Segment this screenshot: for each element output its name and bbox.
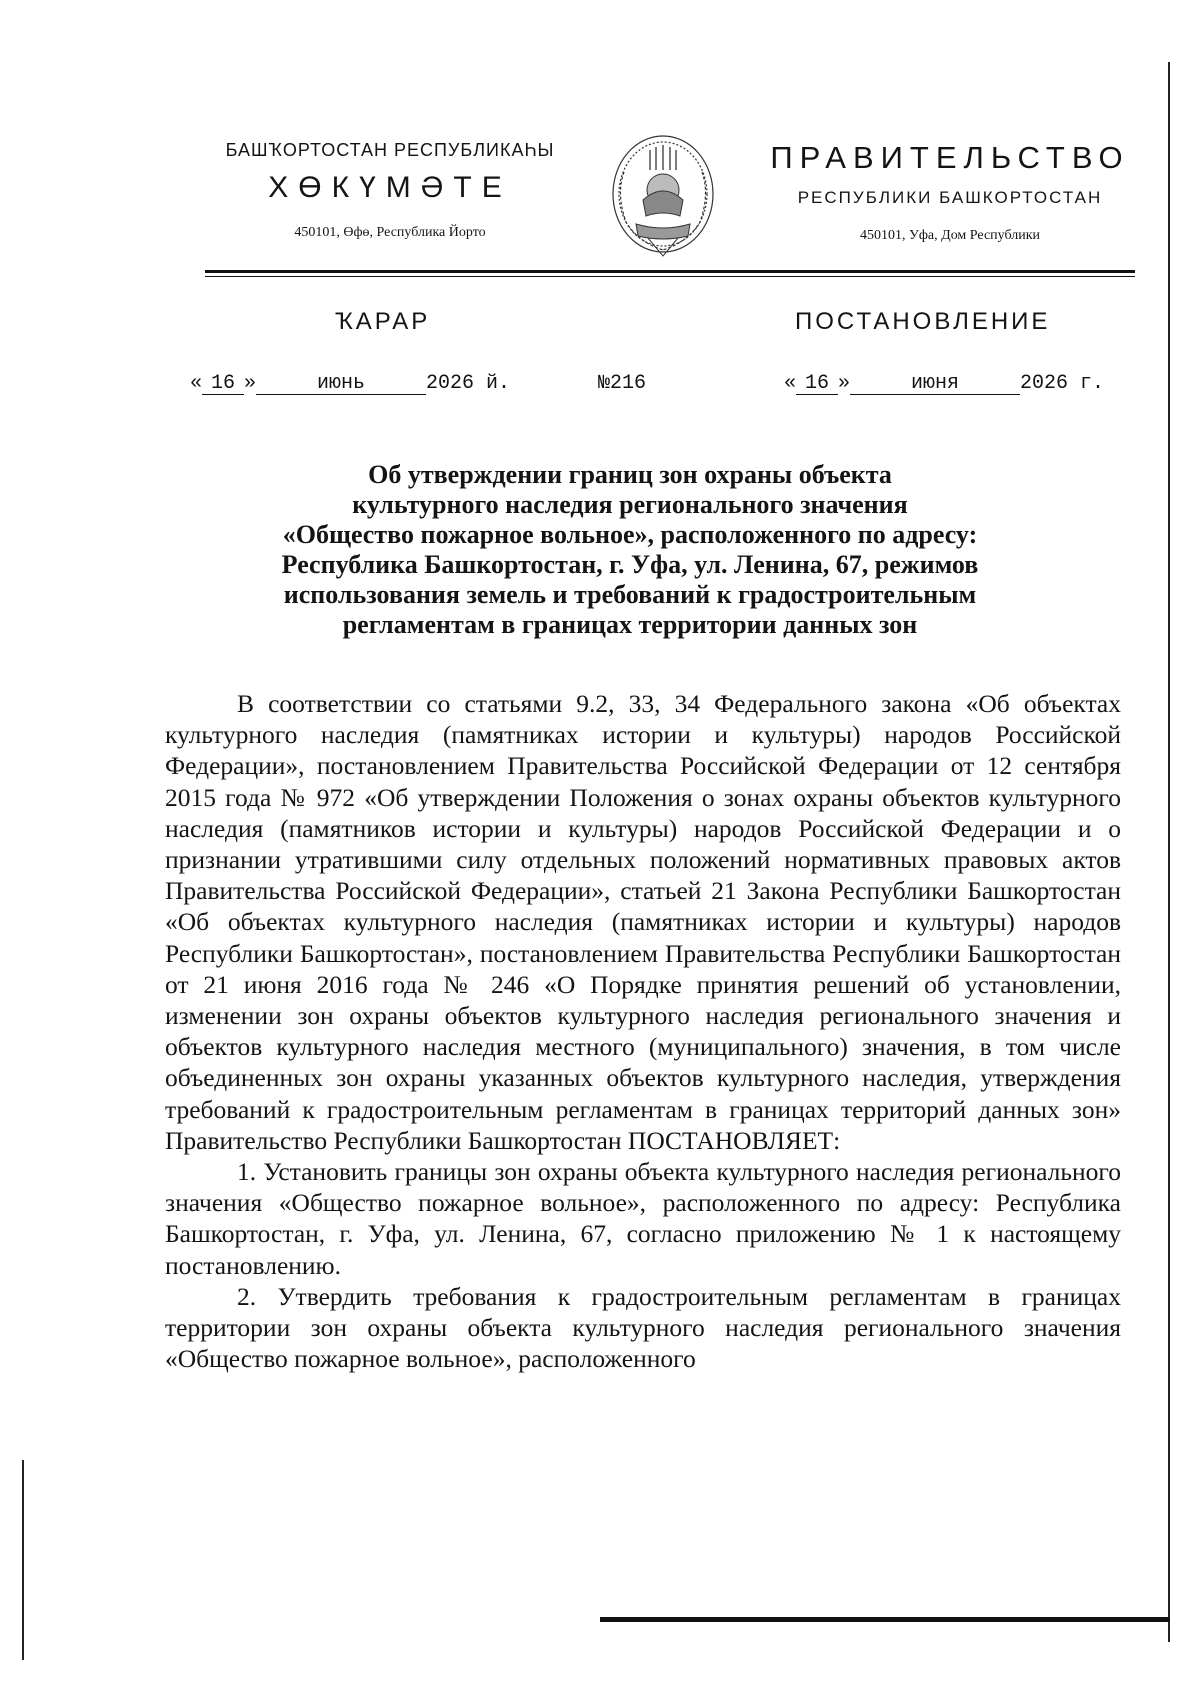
body-paragraph-preamble: В соответствии со статьями 9.2, 33, 34 Федерального закона «Об объектах культурного наследия (памятниках истории и культуры) народов Российской Федерации», постановлением Правительства Российской Федерации от 12 сентября 2015 года № 972 «Об утверждении Положения о зонах охраны объектов культурного наследия (памятников истории и культуры) народов Российской Федерации и о признании утратившими силу отдельных положений нормативных правовых актов Правительства Российской Федерации», статьей 21 Закона Республики Башкортостан «Об объектах культурного наследия (памятниках истории и культуры) народов Республики Башкортостан», постановлением Правительства Республики Башкортостан от 21 июня 2016 года № 246 «О Порядке принятия решений об установлении, изменении зон охраны объектов культурного наследия регионального значения и объектов культурного наследия местного (муниципального) значения, в том числе объединенных зон охраны указанных объектов культурного наследия, утверждения требований к градостроительным регламентам в границах территорий данных зон» Правительство Республики Башкортостан ПОСТАНОВЛЯЕТ: (165, 689, 1121, 1155)
document-title (200, 460, 1060, 640)
document-body (165, 688, 1121, 1374)
title-line: Республика Башкортостан, г. Уфа, ул. Ленина, 67, режимов (281, 550, 979, 579)
emblem-icon (608, 132, 718, 260)
date-right-year: 2026 г. (1020, 372, 1105, 395)
document-number: №216 (598, 372, 647, 395)
date-left-month: июнь (256, 374, 426, 395)
title-line: Об утверждении границ зон охраны объекта (368, 460, 892, 489)
right-border-line (1168, 62, 1170, 1642)
body-paragraph-item-2: 2. Утвердить требования к градостроительным регламентам в границах территории зон охраны объекта культурного наследия регионального значения «Общество пожарное вольное», расположенного (165, 1281, 1121, 1374)
date-right (784, 372, 1104, 395)
date-left (190, 372, 510, 395)
date-left-open: « (190, 372, 203, 395)
title-line: «Общество пожарное вольное», расположенного по адресу: (282, 520, 978, 549)
date-left-close: » (244, 372, 257, 395)
header-left-address: 450101, Өфө, Республика Йорто (294, 225, 486, 240)
header-right-line2: РЕСПУБЛИКИ БАШКОРТОСТАН (797, 188, 1103, 207)
header-divider-thick (205, 270, 1135, 273)
date-right-day: 16 (796, 374, 838, 395)
date-right-close: » (838, 372, 851, 395)
date-left-year: 2026 й. (426, 372, 511, 395)
header-left-line1: БАШҠОРТОСТАН РЕСПУБЛИКАҺЫ (225, 140, 555, 160)
header-right (770, 140, 1130, 244)
bottom-border-line (600, 1617, 1170, 1622)
date-right-open: « (784, 372, 797, 395)
title-line: использования земель и требований к градостроительным (283, 580, 977, 609)
body-paragraph-item-1: 1. Установить границы зон охраны объекта культурного наследия регионального значения «Общество пожарное вольное», расположенного по адресу: Республика Башкортостан, г. Уфа, ул. Ленина, 67, согласно приложению № 1 к настоящему постановлению. (165, 1157, 1121, 1280)
title-line: культурного наследия регионального значения (352, 490, 908, 519)
header-divider-thin (205, 276, 1135, 277)
header-right-address: 450101, Уфа, Дом Республики (859, 228, 1041, 243)
doc-type-left: ҠАРАР (335, 308, 431, 335)
date-left-day: 16 (202, 374, 244, 395)
header-left (200, 140, 580, 241)
doc-type-right: ПОСТАНОВЛЕНИЕ (795, 308, 1051, 335)
header-right-line1: ПРАВИТЕЛЬСТВО (770, 140, 1130, 175)
left-border-line (22, 1460, 24, 1660)
title-line: регламентам в границах территории данных зон (342, 610, 918, 639)
date-right-month: июня (850, 374, 1020, 395)
header-left-line2: ХӨКҮМӘТЕ (268, 171, 512, 204)
